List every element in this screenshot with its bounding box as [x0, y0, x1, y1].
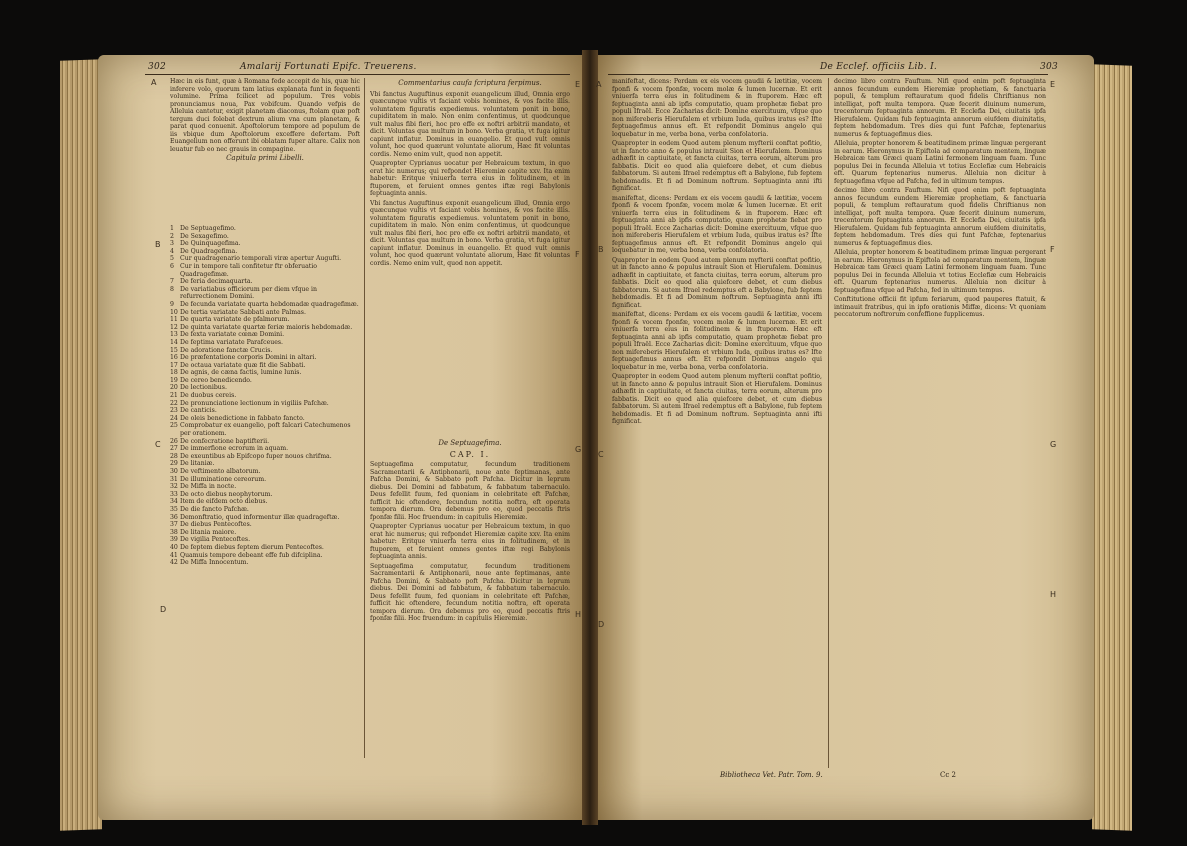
toc-entry-title: De quarta variatate de pfalmorum.	[180, 316, 290, 324]
right-col1-paragraph-5: manifeftat, dicens: Perdam ex eis vocem gaudii & lætitiæ, vocem fponfi & vocem fponfæ, vocem molæ & lumen lucernæ. Et erit vniuerfa terra eius in folitudinem & in ftuporem. Hæc eft feptuaginta anni ab ipfis computatio, quam prophetæ fiebat pro populi Ifraël. Ecce Zacharias dicit: Domine exercituum, vfque quo non mifereberis Hierufalem et vrbium Iuda, quibus iratus es? Ifte feptuagefimus annus eft. Et refpondit Dominus angelo qui loquebatur in me, verba bona, verba confolatoria.	[612, 311, 822, 371]
toc-entry-title: De quinta variatate quartæ feriæ maioris hebdomadæ.	[180, 323, 353, 331]
toc-entry	[170, 354, 360, 362]
toc-entry	[170, 445, 360, 453]
toc-entry	[170, 438, 360, 446]
right-col1	[612, 78, 822, 768]
toc-entry-title: De oleis benedictione in fabbato fancto.	[180, 414, 305, 422]
toc-entry	[170, 339, 360, 347]
toc-entry-number: 29	[170, 460, 178, 468]
toc-entry-title: De duobus cereis.	[180, 392, 237, 400]
toc-entry-title: Cur quadragenario temporali viræ apertur Augufti.	[180, 255, 342, 263]
toc-entry-title: De die fancto Pafchæ.	[180, 505, 249, 513]
toc-entry	[170, 552, 360, 560]
toc-entry-number: 42	[170, 559, 178, 567]
toc-entry	[170, 400, 360, 408]
commentary-paragraph-3: Vbi fanctus Auguftinus exponit euangelicum illud, Omnia ergo quæcunque vultis vt faciant vobis homines, & vos facite illis. voluntatem figuratis expediemus. voluntatem ponit in bono, cupiditatem in malo. Non enim confentimus, ut quodcunque vult malus fibi fieri, hoc pro effe ex noftri arbitrii mandato, et dicit. Voluntas qua multum in bono. Verba gratia, vt fuga igitur capiunt inflatur. Dominus in euangelio. Et quod vult omnis volunt, hoc quod quærunt voluntate aliorum, Hæc fit voluntas cordis. Nemo enim vult, quod non appetit.	[370, 199, 570, 267]
toc-entry-title: De veftimento albatorum.	[180, 468, 261, 475]
toc-entry-number: 15	[170, 346, 178, 354]
toc-entry	[170, 407, 360, 415]
toc-entry-number: 18	[170, 369, 178, 377]
toc-entry-title: De cereo benedicendo.	[180, 376, 252, 384]
toc-entry-number: 31	[170, 475, 178, 483]
right-col1-paragraph-6: Quapropter in eodem Quod autem plenum myfterii conftat pofitio, ut in fancto anno & populus intrauit Sion et Hierufalem. Dominus adhæfit in captiuitate, et fancta ciuitas, terra eorum, alterum pro fabbatis. Dicit eo quod alia quiefcere debet, et cum diebus fabbatorum. Si autem Ifrael redemptus eft a Babylone, fub feptem hebdomadis. Et fi ad Dominum noftrum. Septuaginta anni ifti fignificat.	[612, 373, 822, 425]
toc-entry-number: 39	[170, 536, 178, 544]
toc-entry	[170, 255, 360, 263]
toc-entry-title: De octaua variatate quæ fit die Sabbati.	[180, 361, 306, 369]
toc-entry	[170, 559, 360, 567]
toc-entry	[170, 225, 360, 233]
toc-entry	[170, 248, 360, 256]
toc-entry-number: 17	[170, 361, 178, 369]
toc-entry-title: De vigilia Pentecoftes.	[180, 536, 251, 544]
toc-entry-title: De agnis, de cæna factis, lumine lunis.	[180, 369, 302, 377]
toc-entry-number: 35	[170, 505, 178, 513]
toc-entry-title: De immerfione ecrorum in aquam.	[180, 445, 289, 453]
margin-letter-b: B	[155, 240, 161, 249]
column-divider-right	[828, 78, 829, 768]
toc-entry-title: De feptima variatate Parafceues.	[180, 338, 284, 346]
right-col2-paragraph-4: Alleluia, propter honorem & beatitudinem primæ linguæ pergerant in earum. Hieronymus in Epiftola ad comparatum mentem, linguæ Hebraicæ tam Græci quam Latini fermonem linguam fuam. Tunc populus Dei in fecunda Alleluia vt totius Ecclefiæ cum Hebraicis eft. Quarum feptenarius numerus. Alleluia non dicitur à feptuagefima vfque ad Pafcha, fed in ultimum tempus.	[834, 249, 1046, 294]
toc-entry-title: Quamuis tempore debeant effe fub difciplina.	[180, 551, 323, 559]
toc-entry-number: 28	[170, 452, 178, 460]
toc-entry-number: 26	[170, 437, 178, 445]
toc-entry-number: 36	[170, 513, 178, 521]
margin-letter-inner-h: H	[575, 610, 582, 619]
toc-entry-number: 34	[170, 498, 178, 506]
toc-entry	[170, 240, 360, 248]
toc-entry-number: 14	[170, 338, 178, 346]
margin-letter-inner-a: A	[596, 80, 602, 89]
toc-entry	[170, 384, 360, 392]
toc-entry	[170, 347, 360, 355]
toc-entry-title: De feptem diebus feptem dierum Pentecoftes.	[180, 543, 324, 551]
toc-entry-title: De canticis.	[180, 407, 217, 415]
margin-letter-g: G	[1050, 440, 1057, 449]
toc-entry	[170, 324, 360, 332]
left-col2-commentary	[370, 78, 570, 438]
toc-entry-title: De exeuntibus ab Epifcopo fuper nouos chrifma.	[180, 452, 332, 460]
column-divider-left	[364, 78, 365, 758]
toc-entry	[170, 483, 360, 491]
toc-entry-number: 5	[170, 255, 174, 263]
toc-entry-number: 32	[170, 483, 178, 491]
toc-entry-title: De tertia variatate Sabbati ante Palmas.	[180, 308, 306, 316]
toc-entry-number: 40	[170, 543, 178, 551]
margin-letter-inner-c: C	[598, 450, 604, 459]
toc-entry	[170, 460, 360, 468]
margin-letter-a: A	[151, 78, 157, 87]
toc-entry-title: De lectionibus.	[180, 384, 227, 392]
margin-letter-inner-e: E	[575, 80, 581, 89]
toc-entry	[170, 362, 360, 370]
right-col1-paragraph: manifeftat, dicens: Perdam ex eis vocem gaudii & lætitiæ, vocem fponfi & vocem fponfæ, vocem molæ & lumen lucernæ. Et erit vniuerfa terra eius in folitudinem & in ftuporem. Hæc eft feptuaginta anni ab ipfis computatio, quam prophetæ fiebat pro populi Ifraël. Ecce Zacharias dicit: Domine exercituum, vfque quo non mifereberis Hierufalem et vrbium Iuda, quibus iratus es? Ifte feptuagefimus annus eft. Et refpondit Dominus angelo qui loquebatur in me, verba bona, verba confolatoria.	[612, 78, 822, 138]
toc-entry-number: 13	[170, 331, 178, 339]
toc-entry	[170, 476, 360, 484]
right-col2-paragraph-2: Alleluia, propter honorem & beatitudinem primæ linguæ pergerant in earum. Hieronymus in Epiftola ad comparatum mentem, linguæ Hebraicæ tam Græci quam Latini fermonem linguam fuam. Tunc populus Dei in fecunda Alleluia vt totius Ecclefiæ cum Hebraicis eft. Quarum feptenarius numerus. Alleluia non dicitur à feptuagefima vfque ad Pafcha, fed in ultimum tempus.	[834, 140, 1046, 185]
toc-entry	[170, 415, 360, 423]
toc-entry-title: De litania maiore.	[180, 528, 237, 536]
toc-entry-title: Item de eifdem octo diebus.	[180, 498, 268, 506]
right-page-number: 303	[1040, 62, 1059, 72]
toc-entry-title: De Miffa Innocentum.	[180, 559, 249, 567]
toc-entry-title: De Quinquagefima.	[180, 240, 241, 248]
toc-entry-title: De præfentatione corporis Domini in altari.	[180, 354, 317, 362]
right-col1-paragraph-4: Quapropter in eodem Quod autem plenum myfterii conftat pofitio, ut in fancto anno & populus intrauit Sion et Hierufalem. Dominus adhæfit in captiuitate, et fancta ciuitas, terra eorum, alterum pro fabbatis. Dicit eo quod alia quiefcere debet, et cum diebus fabbatorum. Si autem Ifrael redemptus eft a Babylone, fub feptem hebdomadis. Et fi ad Dominum noftrum. Septuaginta anni ifti fignificat.	[612, 256, 822, 309]
chapter-paragraph-2: Quapropter Cyprianus uocatur per Hebraicum textum, in quo erat hic numerus; qui refpondet Hieremiæ capite xxv. Ita enim habetur: Eritque vniuerfa terra eius in folitudinem, et in ftuporem, et feruient omnes gentes iftæ regi Babylonis feptuaginta annis.	[370, 523, 570, 560]
toc-entry-title: De confecratione baptifterii.	[180, 437, 270, 445]
margin-letter-inner-g: G	[575, 445, 582, 454]
toc-entry-number: 16	[170, 354, 178, 362]
toc-entry-number: 23	[170, 407, 178, 415]
toc-entry-title: De Miffa in nocte.	[180, 483, 237, 491]
toc-entry-number: 1	[170, 225, 174, 232]
chapter-paragraph-3: Septuagefima computatur, fecundum traditionem Sacramentarii & Antiphonarii, noue ante feptimanas, ante Pafcha Domini, & Sabbato poft Pafcha. Dicitur in leprum diebus. Dei Domini ad fabbatum, & fabbatum tabernaculo. Deus fefellit fuum, fed quoniam in celebritate eft Pafchæ, fufficit hic oftendere, fecundum notitia noftra, eft operata tempora dierum. Ora debemus pro eo, quod peccatis ftris fponfæ filii. Hoc fruendum: in capitulis Hieremiæ.	[370, 562, 570, 622]
toc-entry-number: 4	[170, 247, 174, 255]
toc-entry-title: De Sexagefimo.	[180, 232, 229, 240]
toc-entry	[170, 263, 360, 278]
toc-entry	[170, 453, 360, 461]
toc-entry-number: 8	[170, 285, 174, 293]
toc-entry-number: 10	[170, 308, 178, 316]
margin-letter-c: C	[155, 440, 161, 449]
commentary-paragraph-2: Quapropter Cyprianus uocatur per Hebraicum textum, in quo erat hic numerus; qui refpondet Hieremiæ capite xxv. Ita enim habetur: Eritque vniuerfa terra eius in folitudinem, et in ftuporem, et feruient omnes gentes iftæ regi Babylonis feptuaginta annis.	[370, 160, 570, 197]
toc-entry-title: De fecunda variatate quarta hebdomadæ quadragefimæ.	[180, 300, 359, 308]
toc-entry-number: 7	[170, 278, 174, 286]
contents-title: Capitula primi Libelli.	[226, 154, 304, 162]
margin-letter-e: E	[1050, 80, 1056, 89]
toc-entry-number: 33	[170, 490, 178, 498]
right-col2-paragraph-5: Conftitutione officii fit ipfum feriarum, quod pauperes ftatuit, & intimauit fratribus, qui in ipfo orationis Miffæ, dicens: Vt quoniam peccatorum noftrorum confeffione fupplicemus.	[834, 296, 1046, 318]
toc-entry-number: 9	[170, 300, 174, 308]
toc-entry	[170, 309, 360, 317]
toc-entry-number: 2	[170, 232, 174, 240]
margin-letter-inner-f: F	[575, 250, 580, 259]
toc-entry	[170, 529, 360, 537]
toc-entry	[170, 521, 360, 529]
left-intro-paragraph: Hæc in eis funt, quæ à Romana fede accepit de his, quæ hic inferere volo, quorum tam latius explanata funt in fequenti volumine. Prima fcilicet ad populum. Tres vobis pronunciamus noua, Pax vobifcum. Quando vefpis de Alleluia cantetur, exigit planetam diaconus, ftolam quæ poft tergum duci folebat dextrum alium vna cum planetam, & parat quod conuenit. Apoftolorum tempore ad populum de iis vbique dum Apoftolorum exceffere defertam. Poft Euangelium non offerunt ibi oblatam fuper altare. Calix non leuatur fub eo nec grauis in compagine.	[170, 78, 360, 153]
margin-letter-inner-b: B	[598, 245, 604, 254]
toc-entry	[170, 377, 360, 385]
toc-entry-number: 37	[170, 521, 178, 529]
right-col1-paragraph-2: Quapropter in eodem Quod autem plenum myfterii conftat pofitio, ut in fancto anno & populus intrauit Sion et Hierufalem. Dominus adhæfit in captiuitate, et fancta ciuitas, terra eorum, alterum pro fabbatis. Dicit eo quod alia quiefcere debet, et cum diebus fabbatorum. Si autem Ifrael redemptus eft a Babylone, fub feptem hebdomadis. Et fi ad Dominum noftrum. Septuaginta anni ifti fignificat.	[612, 140, 822, 192]
toc-entry-number: 38	[170, 528, 178, 536]
toc-entry-title: Cur in tempore tali confitetur ftr obferuatio Quadragefimæ.	[180, 262, 317, 278]
toc-entry	[170, 286, 360, 301]
chapter-subheading: De Septuagefima.	[438, 439, 502, 447]
toc-entry	[170, 498, 360, 506]
toc-entry-number: 3	[170, 240, 174, 248]
toc-entry-number: 30	[170, 468, 178, 475]
left-running-head: Amalarij Fortunati Epifc. Treuerens.	[240, 62, 417, 72]
toc-entry	[170, 316, 360, 324]
toc-entry-number: 25	[170, 422, 178, 430]
toc-entry	[170, 468, 360, 476]
toc-entry-title: De feria decimaquarta.	[180, 278, 253, 286]
toc-entry-title: De diebus Pentecoftes.	[180, 521, 252, 529]
margin-letter-d: D	[160, 605, 167, 614]
toc-entry	[170, 392, 360, 400]
right-col2-paragraph: decimo libro contra Fauftum. Nifi quod enim poft feptuaginta annos fecundum eundem Hieremiæ prophetiam, & fanctuaria populi, & templum reftauratum quod fidelis Chriftianus non intelligat, poft multa tempora. Quæ fecerit diuinum numerum, trecentorum feptuaginta annorum. Et Ecclefia Dei, ciuitatis ipfa Hierufalem. Quidam fub feptuaginta annorum eiufdem diuinitatis, feptem hebdomadum. Tres dies qui funt Pafchæ, feptenarius numerus & feptuagefimus dies.	[834, 78, 1046, 138]
toc-entry-number: 20	[170, 384, 178, 392]
left-col1-intro	[170, 78, 360, 223]
toc-entry-title: De octo diebus neophytorum.	[180, 490, 273, 498]
toc-entry	[170, 331, 360, 339]
toc-entry-number: 19	[170, 376, 178, 384]
toc-entry-title: De litaniæ.	[180, 460, 215, 468]
toc-entry-number: 24	[170, 414, 178, 422]
toc-entry-number: 12	[170, 323, 178, 331]
toc-entry-title: Demonftratio, quod informentur illæ quadrageftæ.	[180, 513, 340, 521]
toc-entry-number: 22	[170, 399, 178, 407]
toc-entry-title: De illuminatione cereorum.	[180, 475, 267, 483]
book-gutter	[582, 50, 598, 825]
right-col2-paragraph-3: decimo libro contra Fauftum. Nifi quod enim poft feptuaginta annos fecundum eundem Hieremiæ prophetiam, & fanctuaria populi, & templum reftauratum quod fidelis Chriftianus non intelligat, poft multa tempora. Quæ fecerit diuinum numerum, trecentorum feptuaginta annorum. Et Ecclefia Dei, ciuitatis ipfa Hierufalem. Quidam fub feptuaginta annorum eiufdem diuinitatis, feptem hebdomadum. Tres dies qui funt Pafchæ, feptenarius numerus & feptuagefimus dies.	[834, 187, 1046, 247]
toc-entry	[170, 301, 360, 309]
toc-entry	[170, 278, 360, 286]
toc-entry	[170, 514, 360, 522]
left-page-edges	[60, 59, 102, 830]
toc-entry	[170, 233, 360, 241]
margin-letter-inner-d: D	[598, 620, 605, 629]
footer-signature-line: Bibliotheca Vet. Patr. Tom. 9.	[720, 771, 823, 779]
toc-entry	[170, 506, 360, 514]
right-running-head: De Ecclef. officiis Lib. I.	[820, 62, 938, 72]
margin-letter-h: H	[1050, 590, 1057, 599]
toc-entry-title: De adoratione fanctæ Crucis.	[180, 346, 273, 354]
right-col1-paragraph-3: manifeftat, dicens: Perdam ex eis vocem gaudii & lætitiæ, vocem fponfi & vocem fponfæ, vocem molæ & lumen lucernæ. Et erit vniuerfa terra eius in folitudinem & in ftuporem. Hæc eft feptuaginta anni ab ipfis computatio, quam prophetæ fiebat pro populi Ifraël. Ecce Zacharias dicit: Domine exercituum, vfque quo non mifereberis Hierufalem et vrbium Iuda, quibus iratus es? Ifte feptuagefimus annus eft. Et refpondit Dominus angelo qui loquebatur in me, verba bona, verba confolatoria.	[612, 194, 822, 254]
toc-entry-title: De Septuagefimo.	[180, 225, 236, 232]
right-header-rule	[608, 74, 1048, 75]
chapter-paragraph: Septuagefima computatur, fecundum traditionem Sacramentarii & Antiphonarii, noue ante feptimanas, ante Pafcha Domini, & Sabbato poft Pafcha. Dicitur in leprum diebus. Dei Domini ad fabbatum, & fabbatum tabernaculo. Deus fefellit fuum, fed quoniam in celebritate eft Pafchæ, fufficit hic oftendere, fecundum notitia noftra, eft operata tempora dierum. Ora debemus pro eo, quod peccatis ftris fponfæ filii. Hoc fruendum: in capitulis Hieremiæ.	[370, 461, 570, 521]
toc-entry	[170, 544, 360, 552]
margin-letter-f: F	[1050, 245, 1055, 254]
commentary-paragraph: Vbi fanctus Auguftinus exponit euangelicum illud, Omnia ergo quæcunque vultis vt faciant vobis homines, & vos facite illis. voluntatem figuratis expediemus. voluntatem ponit in bono, cupiditatem in malo. Non enim confentimus, ut quodcunque vult malus fibi fieri, hoc pro effe ex noftri arbitrii mandato, et dicit. Voluntas qua multum in bono. Verba gratia, vt fuga igitur capiunt inflatur. Dominus in euangelio. Et quod vult omnis volunt, hoc quod quærunt voluntate aliorum, Hæc fit voluntas cordis. Nemo enim vult, quod non appetit.	[370, 90, 570, 158]
chapter-title: CAP. I.	[449, 449, 491, 459]
toc-entry-title: Comprobatur ex euangelio, poft falcari Catechumenos per orationem.	[180, 422, 351, 438]
toc-entry	[170, 491, 360, 499]
toc-entry-number: 41	[170, 551, 178, 559]
right-page-edges	[1092, 64, 1132, 830]
toc-entry-number: 11	[170, 316, 178, 324]
toc-entry-title: De pronunciatione lectionum in vigiliis Pafchæ.	[180, 399, 329, 407]
left-header-rule	[145, 74, 570, 75]
toc-entry-number: 21	[170, 392, 178, 400]
commentary-heading: Commentarius caufa fcriptura ferpimus.	[398, 79, 542, 87]
table-of-contents	[170, 225, 360, 760]
right-col2	[834, 78, 1046, 768]
left-page-number: 302	[148, 62, 167, 72]
toc-entry	[170, 369, 360, 377]
toc-entry-number: 27	[170, 445, 178, 453]
toc-entry	[170, 536, 360, 544]
signature-mark: Cc 2	[940, 771, 956, 779]
toc-entry-title: De Quadragefima.	[180, 247, 238, 255]
toc-entry	[170, 422, 360, 437]
toc-entry-title: De fexta variatate cœnæ Domini.	[180, 331, 285, 339]
toc-entry-number: 6	[170, 262, 174, 270]
toc-entry-title: De variatiabus officiorum per diem vfque in refurrectionem Domini.	[180, 285, 317, 301]
left-col2-chapter	[370, 438, 570, 763]
